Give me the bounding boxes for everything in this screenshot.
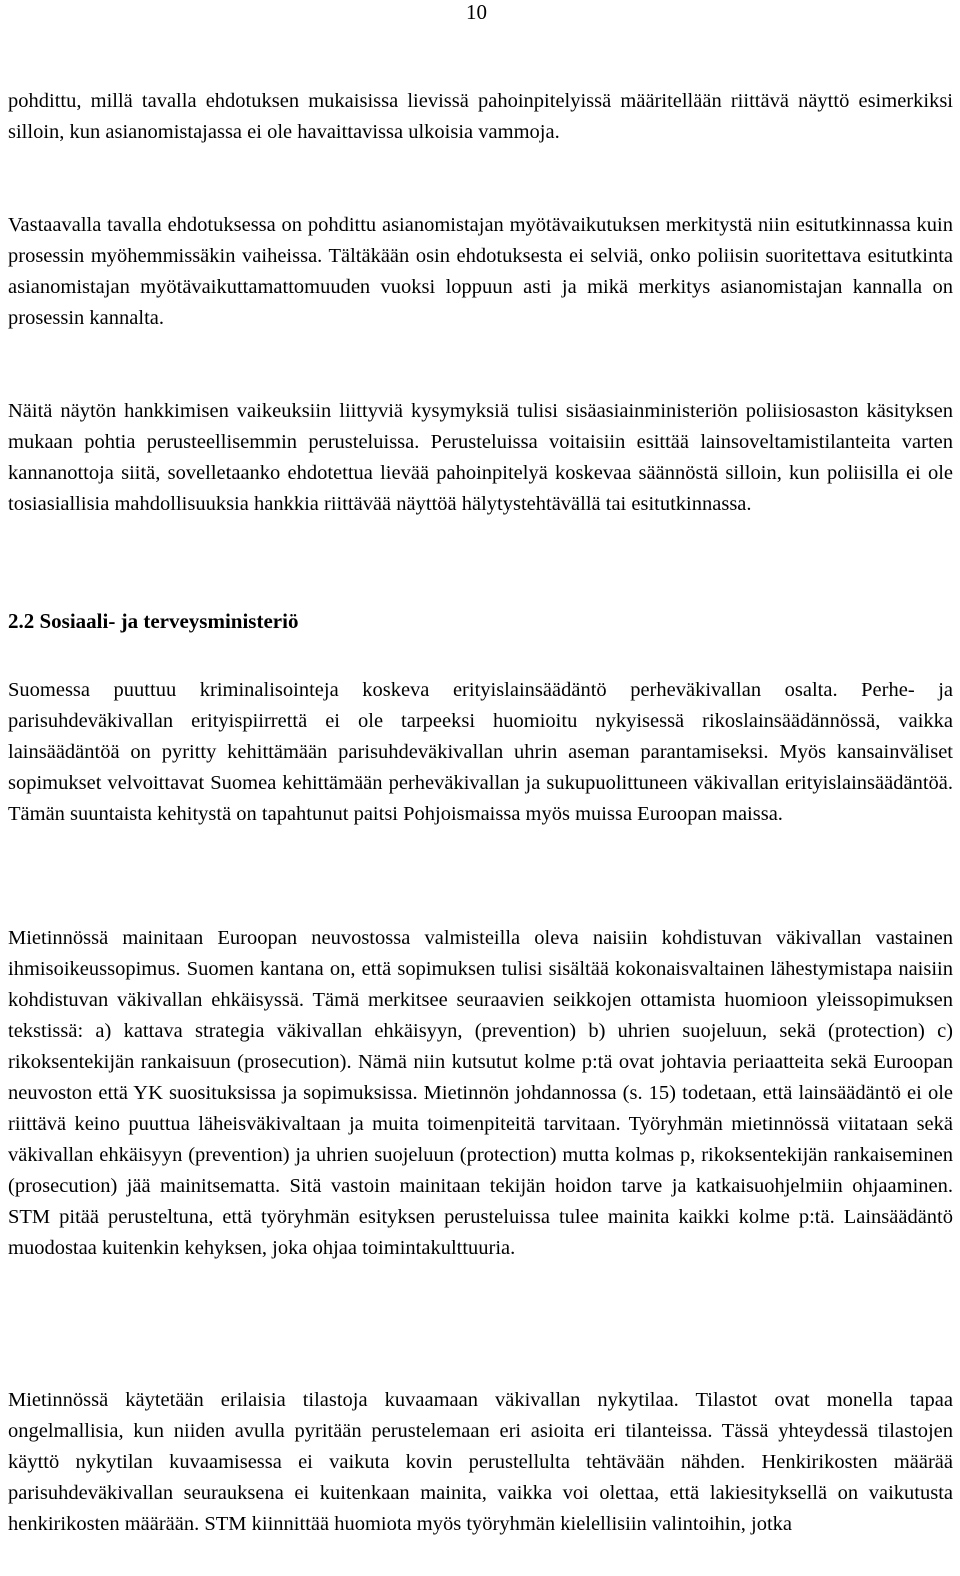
page-number: 10 xyxy=(466,0,487,24)
paragraph-4: Suomessa puuttuu kriminalisointeja koskeva erityislainsäädäntö perheväkivallan osalta. Perhe- ja parisuhdeväkivallan erityispiirrettä ei ole tarpeeksi huomioitu nykyisessä rikoslainsäädännössä, vaikka lainsäädäntöä on pyritty kehittämään parisuhdeväkivallan uhrin aseman parantamiseksi. Myös kansainväliset sopimukset velvoittavat Suomea kehittämään perheväkivallan ja sukupuolittuneen väkivallan erityislainsäädäntöä. Tämän suuntaista kehitystä on tapahtunut paitsi Pohjoismaissa myös muissa Euroopan maissa. xyxy=(8,679,953,825)
paragraph-2: Vastaavalla tavalla ehdotuksessa on pohdittu asianomistajan myötävaikutuksen merkitystä niin esitutkinnassa kuin prosessin myöhemmissäkin vaiheissa. Tältäkään osin ehdotuksesta ei selviä, onko poliisin suoritettava esitutkinta asianomistajan myötävaikuttamattomuuden vuoksi loppuun asti ja mikä merkitys asianomistajan kannalla on prosessin kannalta. xyxy=(8,214,953,329)
paragraph-1: pohdittu, millä tavalla ehdotuksen mukaisissa lievissä pahoinpitelyissä määritellään riittävä näyttö esimerkiksi silloin, kun asianomistajassa ei ole havaittavissa ulkoisia vammoja. xyxy=(8,90,953,143)
section-heading: 2.2 Sosiaali- ja terveysministeriö xyxy=(8,609,299,633)
paragraph-5: Mietinnössä mainitaan Euroopan neuvostossa valmisteilla oleva naisiin kohdistuvan väkivallan vastainen ihmisoikeussopimus. Suomen kantana on, että sopimuksen tulisi sisältää kokonaisvaltainen lähestymistapa naisiin kohdistuvan väkivallan ehkäisyssä. Tämä merkitsee seuraavien seikkojen ottamista huomioon yleissopimuksen tekstissä: a) kattava strategia väkivallan ehkäisyyn, (prevention) b) uhrien suojeluun, sekä (protection) c) rikoksentekijän rankaisuun (prosecution). Nämä niin kutsutut kolme p:tä ovat johtavia periaatteita sekä Euroopan neuvoston että YK suosituksissa ja sopimuksissa. Mietinnön johdannossa (s. 15) todetaan, että lainsäädäntö ei ole riittävä keino puuttua läheisväkivaltaan ja muita toimenpiteitä tarvitaan. Työryhmän mietinnössä viitataan sekä väkivallan ehkäisyyn (prevention) ja uhrien suojeluun (protection) mutta kolmas p, rikoksentekijän rankaiseminen (prosecution) jää mainitsematta. Sitä vastoin mainitaan tekijän hoidon tarve ja katkaisuohjelmiin ohjaaminen. STM pitää perusteltuna, että työryhmän esityksen perusteluissa tulee mainita kaikki kolme p:tä. Lainsäädäntö muodostaa kuitenkin kehyksen, joka ohjaa toimintakulttuuria. xyxy=(8,927,953,1259)
paragraph-6: Mietinnössä käytetään erilaisia tilastoja kuvaamaan väkivallan nykytilaa. Tilastot ovat monella tapaa ongelmallisia, kun niiden avulla pyritään perustelemaan eri asioita eri tilanteissa. Tässä yhteydessä tilastojen käyttö nykytilan kuvaamisessa ei vaikuta kovin perustellulta tehtävään nähden. Henkirikosten määrää parisuhdeväkivallan seurauksena ei kuitenkaan mainita, vaikka voi olettaa, että lakiesityksellä on vaikutusta henkirikosten määrään. STM kiinnittää huomiota myös työryhmän kielellisiin valintoihin, jotka xyxy=(8,1389,953,1535)
paragraph-3: Näitä näytön hankkimisen vaikeuksiin liittyviä kysymyksiä tulisi sisäasiainministeriön poliisiosaston käsityksen mukaan pohtia perusteellisemmin perusteluissa. Perusteluissa voitaisiin esittää lainsoveltamistilanteita varten kannanottoja siitä, sovelletaanko ehdotettua lievää pahoinpitelyä koskevaa säännöstä silloin, kun poliisilla ei ole tosiasiallisia mahdollisuuksia hankkia riittävää näyttöä hälytystehtävällä tai esitutkinnassa. xyxy=(8,400,953,515)
